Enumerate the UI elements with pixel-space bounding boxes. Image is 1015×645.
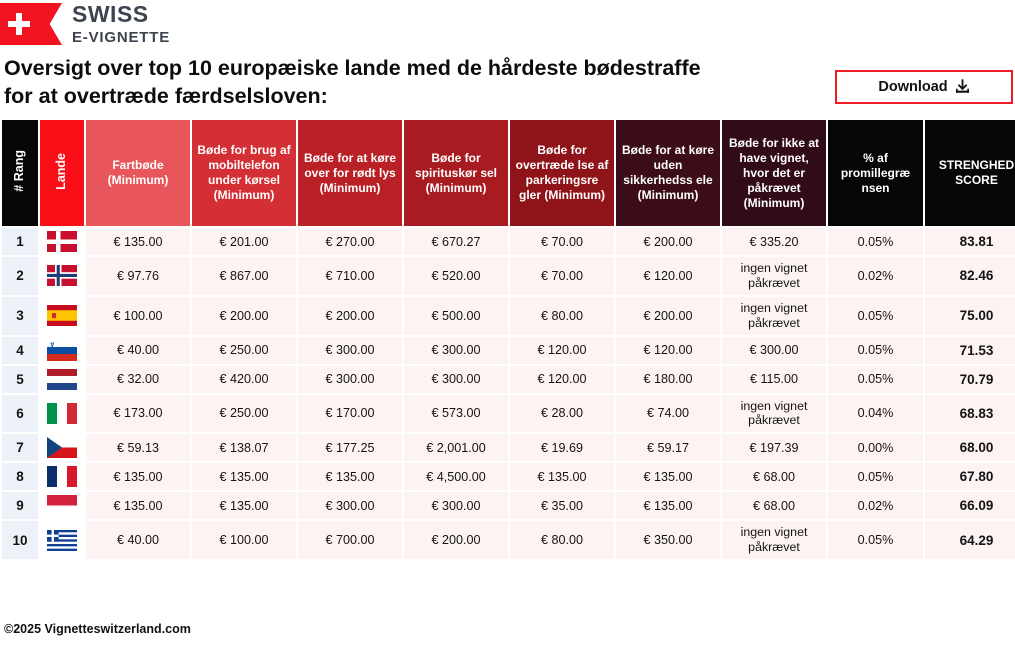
cell-country-flag <box>40 521 84 559</box>
cell-phone: € 420.00 <box>192 366 296 393</box>
cell-country-flag <box>40 297 84 335</box>
cell-phone: € 867.00 <box>192 257 296 295</box>
cell-speeding: € 59.13 <box>86 434 190 461</box>
column-header-seatbelt: Bøde for at køre uden sikkerhedss ele (Minimum) <box>616 120 720 226</box>
fines-table <box>0 118 1015 561</box>
cell-drunk: € 300.00 <box>404 337 508 364</box>
brand-wordmark <box>72 3 170 45</box>
cell-drunk: € 200.00 <box>404 521 508 559</box>
cell-country-flag <box>40 257 84 295</box>
cell-speeding: € 100.00 <box>86 297 190 335</box>
cell-severity-score: 68.00 <box>925 434 1015 461</box>
cell-speeding: € 173.00 <box>86 395 190 433</box>
cell-drunk: € 4,500.00 <box>404 463 508 490</box>
cell-redlight: € 200.00 <box>298 297 402 335</box>
cell-severity-score: 75.00 <box>925 297 1015 335</box>
cell-bac-limit: 0.05% <box>828 463 923 490</box>
cell-parking: € 70.00 <box>510 228 614 255</box>
cell-parking: € 35.00 <box>510 492 614 519</box>
france-flag <box>47 466 77 487</box>
cell-speeding: € 32.00 <box>86 366 190 393</box>
column-header-rank: # Rang <box>2 120 38 226</box>
cell-seatbelt: € 120.00 <box>616 257 720 295</box>
cell-bac-limit: 0.05% <box>828 337 923 364</box>
cell-bac-limit: 0.02% <box>828 492 923 519</box>
cell-redlight: € 170.00 <box>298 395 402 433</box>
cell-bac-limit: 0.05% <box>828 521 923 559</box>
cell-vignette: € 68.00 <box>722 463 826 490</box>
brand-logo <box>0 0 170 48</box>
cell-bac-limit: 0.02% <box>828 257 923 295</box>
table-row <box>2 492 1015 519</box>
cell-drunk: € 300.00 <box>404 366 508 393</box>
cell-rank: 10 <box>2 521 38 559</box>
cell-vignette: € 335.20 <box>722 228 826 255</box>
cell-severity-score: 70.79 <box>925 366 1015 393</box>
cell-country-flag <box>40 337 84 364</box>
cell-bac-limit: 0.05% <box>828 228 923 255</box>
cell-redlight: € 300.00 <box>298 337 402 364</box>
norway-flag <box>47 265 77 286</box>
cell-parking: € 135.00 <box>510 463 614 490</box>
table-row <box>2 257 1015 295</box>
cell-country-flag <box>40 434 84 461</box>
cell-vignette: € 197.39 <box>722 434 826 461</box>
poland-flag <box>47 495 77 516</box>
column-header-redlight: Bøde for at køre over for rødt lys (Minimum) <box>298 120 402 226</box>
column-header-phone: Bøde for brug af mobiltelefon under kørsel (Minimum) <box>192 120 296 226</box>
cell-rank: 3 <box>2 297 38 335</box>
cell-rank: 9 <box>2 492 38 519</box>
cell-rank: 5 <box>2 366 38 393</box>
cell-speeding: € 97.76 <box>86 257 190 295</box>
column-header-country: Lande <box>40 120 84 226</box>
column-header-parking: Bøde for overtræde lse af parkeringsre gler (Minimum) <box>510 120 614 226</box>
column-header-vignette: Bøde for ikke at have vignet, hvor det er påkrævet (Minimum) <box>722 120 826 226</box>
cell-drunk: € 500.00 <box>404 297 508 335</box>
cell-bac-limit: 0.05% <box>828 297 923 335</box>
column-header-score: STRENGHED SCORE <box>925 120 1015 226</box>
download-icon <box>955 79 970 95</box>
cell-parking: € 70.00 <box>510 257 614 295</box>
cell-rank: 1 <box>2 228 38 255</box>
cell-vignette: € 300.00 <box>722 337 826 364</box>
cell-drunk: € 573.00 <box>404 395 508 433</box>
cell-phone: € 135.00 <box>192 463 296 490</box>
cell-parking: € 120.00 <box>510 337 614 364</box>
cell-seatbelt: € 120.00 <box>616 337 720 364</box>
table-row <box>2 395 1015 433</box>
cell-phone: € 201.00 <box>192 228 296 255</box>
cell-severity-score: 71.53 <box>925 337 1015 364</box>
table-row <box>2 434 1015 461</box>
cell-phone: € 100.00 <box>192 521 296 559</box>
cell-vignette: ingen vignet påkrævet <box>722 521 826 559</box>
netherlands-flag <box>47 369 77 390</box>
download-button-label: Download <box>878 79 948 95</box>
brand-line-1: SWISS <box>72 1 149 27</box>
column-header-drunkdriving: Bøde for spirituskør sel (Minimum) <box>404 120 508 226</box>
cell-drunk: € 300.00 <box>404 492 508 519</box>
cell-seatbelt: € 135.00 <box>616 463 720 490</box>
cell-severity-score: 82.46 <box>925 257 1015 295</box>
cell-rank: 2 <box>2 257 38 295</box>
cell-vignette: € 115.00 <box>722 366 826 393</box>
cell-parking: € 80.00 <box>510 297 614 335</box>
cell-redlight: € 135.00 <box>298 463 402 490</box>
swiss-cross-icon <box>8 13 30 35</box>
cell-redlight: € 700.00 <box>298 521 402 559</box>
cell-speeding: € 135.00 <box>86 463 190 490</box>
download-button[interactable] <box>835 70 1013 104</box>
cell-vignette: ingen vignet påkrævet <box>722 257 826 295</box>
cell-vignette: ingen vignet påkrævet <box>722 395 826 433</box>
cell-severity-score: 68.83 <box>925 395 1015 433</box>
cell-severity-score: 83.81 <box>925 228 1015 255</box>
table-body <box>2 228 1015 559</box>
cell-severity-score: 64.29 <box>925 521 1015 559</box>
table-row <box>2 297 1015 335</box>
cell-parking: € 19.69 <box>510 434 614 461</box>
table-row <box>2 337 1015 364</box>
copyright-footer: ©2025 Vignetteswitzerland.com <box>4 622 191 636</box>
table-row <box>2 228 1015 255</box>
cell-bac-limit: 0.05% <box>828 366 923 393</box>
cell-parking: € 28.00 <box>510 395 614 433</box>
cell-speeding: € 40.00 <box>86 521 190 559</box>
table-header-row <box>2 120 1015 226</box>
table-row <box>2 463 1015 490</box>
cell-drunk: € 520.00 <box>404 257 508 295</box>
cell-redlight: € 270.00 <box>298 228 402 255</box>
cell-speeding: € 135.00 <box>86 492 190 519</box>
cell-parking: € 80.00 <box>510 521 614 559</box>
column-header-speeding: Fartbøde (Minimum) <box>86 120 190 226</box>
cell-country-flag <box>40 492 84 519</box>
spain-flag <box>47 305 77 326</box>
brand-line-2: E-VIGNETTE <box>72 29 171 46</box>
cell-parking: € 120.00 <box>510 366 614 393</box>
cell-country-flag <box>40 463 84 490</box>
cell-seatbelt: € 200.00 <box>616 297 720 335</box>
cell-vignette: € 68.00 <box>722 492 826 519</box>
czechia-flag <box>47 437 77 458</box>
cell-bac-limit: 0.00% <box>828 434 923 461</box>
cell-drunk: € 2,001.00 <box>404 434 508 461</box>
cell-rank: 7 <box>2 434 38 461</box>
cell-rank: 4 <box>2 337 38 364</box>
cell-rank: 6 <box>2 395 38 433</box>
cell-phone: € 138.07 <box>192 434 296 461</box>
cell-severity-score: 66.09 <box>925 492 1015 519</box>
cell-drunk: € 670.27 <box>404 228 508 255</box>
cell-country-flag <box>40 366 84 393</box>
cell-seatbelt: € 59.17 <box>616 434 720 461</box>
cell-redlight: € 300.00 <box>298 492 402 519</box>
cell-redlight: € 710.00 <box>298 257 402 295</box>
cell-seatbelt: € 200.00 <box>616 228 720 255</box>
denmark-flag <box>47 231 77 252</box>
cell-country-flag <box>40 228 84 255</box>
cell-country-flag <box>40 395 84 433</box>
cell-redlight: € 300.00 <box>298 366 402 393</box>
cell-phone: € 135.00 <box>192 492 296 519</box>
greece-flag <box>47 530 77 551</box>
cell-phone: € 250.00 <box>192 395 296 433</box>
cell-seatbelt: € 180.00 <box>616 366 720 393</box>
cell-vignette: ingen vignet påkrævet <box>722 297 826 335</box>
cell-speeding: € 135.00 <box>86 228 190 255</box>
swiss-cross-banner-icon <box>0 3 62 45</box>
cell-speeding: € 40.00 <box>86 337 190 364</box>
cell-bac-limit: 0.04% <box>828 395 923 433</box>
page-title: Oversigt over top 10 europæiske lande med de hårdeste bødestraffe for at overtræde færdselsloven: <box>4 56 701 108</box>
cell-phone: € 200.00 <box>192 297 296 335</box>
cell-seatbelt: € 350.00 <box>616 521 720 559</box>
italy-flag <box>47 403 77 424</box>
slovenia-flag <box>47 340 77 361</box>
table-row <box>2 521 1015 559</box>
cell-rank: 8 <box>2 463 38 490</box>
table-row <box>2 366 1015 393</box>
cell-severity-score: 67.80 <box>925 463 1015 490</box>
cell-seatbelt: € 74.00 <box>616 395 720 433</box>
cell-seatbelt: € 135.00 <box>616 492 720 519</box>
cell-phone: € 250.00 <box>192 337 296 364</box>
column-header-bac: % af promillegræ nsen <box>828 120 923 226</box>
cell-redlight: € 177.25 <box>298 434 402 461</box>
